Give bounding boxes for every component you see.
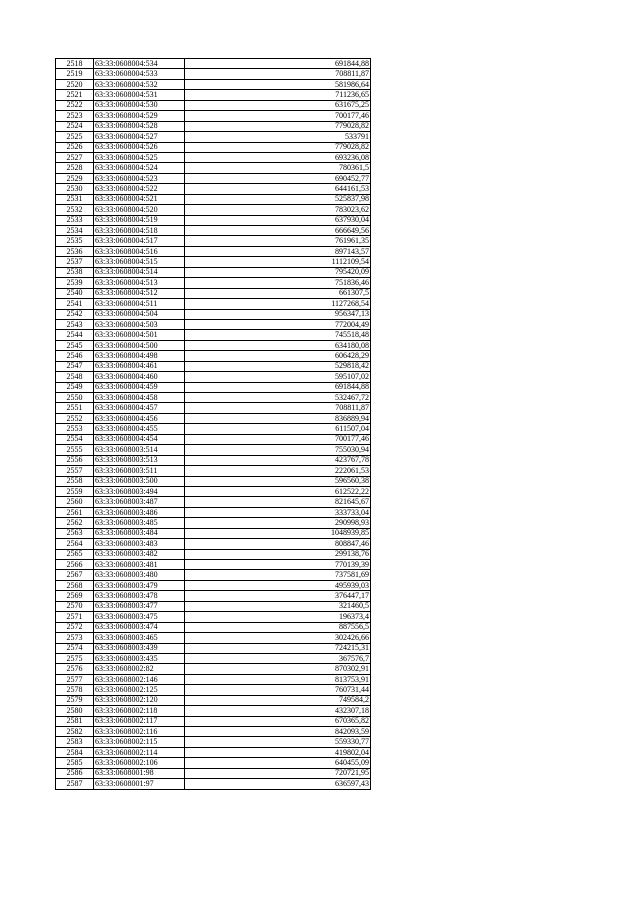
row-number-cell: 2565: [56, 549, 94, 559]
cadastral-value-cell: 772004,49: [185, 319, 371, 329]
cadastral-number-cell: 63:33:0608004:500: [94, 340, 185, 350]
cadastral-number-cell: 63:33:0608003:474: [94, 622, 185, 632]
row-number-cell: 2545: [56, 340, 94, 350]
table-row: [56, 152, 371, 162]
cadastral-value-cell: 611507,04: [185, 424, 371, 434]
cadastral-value-cell: 302426,66: [185, 633, 371, 643]
cadastral-number-cell: 63:33:0608004:521: [94, 194, 185, 204]
table-row: [56, 382, 371, 392]
row-number-cell: 2555: [56, 445, 94, 455]
cadastral-value-cell: 376447,17: [185, 591, 371, 601]
row-number-cell: 2534: [56, 226, 94, 236]
cadastral-number-cell: 63:33:0608002:116: [94, 727, 185, 737]
cadastral-number-cell: 63:33:0608004:533: [94, 69, 185, 79]
cadastral-value-cell: 670365,82: [185, 716, 371, 726]
cadastral-number-cell: 63:33:0608004:526: [94, 142, 185, 152]
cadastral-number-cell: 63:33:0608004:520: [94, 205, 185, 215]
row-number-cell: 2581: [56, 716, 94, 726]
table-row: [56, 716, 371, 726]
table-row: [56, 403, 371, 413]
cadastral-value-cell: 640455,09: [185, 758, 371, 768]
cadastral-value-cell: 770139,39: [185, 560, 371, 570]
cadastral-value-cell: 761961,35: [185, 236, 371, 246]
table-row: [56, 528, 371, 538]
row-number-cell: 2526: [56, 142, 94, 152]
cadastral-value-cell: 432307,18: [185, 706, 371, 716]
table-row: [56, 288, 371, 298]
cadastral-number-cell: 63:33:0608004:458: [94, 393, 185, 403]
table-row: [56, 163, 371, 173]
cadastral-value-cell: 495939,03: [185, 580, 371, 590]
cadastral-value-cell: 596560,38: [185, 476, 371, 486]
cadastral-number-cell: 63:33:0608003:484: [94, 528, 185, 538]
table-row: [56, 539, 371, 549]
cadastral-number-cell: 63:33:0608004:534: [94, 59, 185, 69]
cadastral-value-cell: 661307,5: [185, 288, 371, 298]
cadastral-number-cell: 63:33:0608004:514: [94, 267, 185, 277]
cadastral-value-cell: 956347,13: [185, 309, 371, 319]
row-number-cell: 2567: [56, 570, 94, 580]
table-row: [56, 653, 371, 663]
row-number-cell: 2562: [56, 518, 94, 528]
row-number-cell: 2520: [56, 79, 94, 89]
table-row: [56, 466, 371, 476]
cadastral-number-cell: 63:33:0608004:504: [94, 309, 185, 319]
row-number-cell: 2540: [56, 288, 94, 298]
cadastral-value-cell: 708811,87: [185, 69, 371, 79]
cadastral-number-cell: 63:33:0608002:106: [94, 758, 185, 768]
table-row: [56, 100, 371, 110]
table-row: [56, 737, 371, 747]
cadastral-value-cell: 581986,64: [185, 79, 371, 89]
cadastral-number-cell: 63:33:0608004:524: [94, 163, 185, 173]
row-number-cell: 2538: [56, 267, 94, 277]
table-row: [56, 413, 371, 423]
row-number-cell: 2537: [56, 257, 94, 267]
table-row: [56, 330, 371, 340]
row-number-cell: 2528: [56, 163, 94, 173]
table-row: [56, 299, 371, 309]
table-row: [56, 758, 371, 768]
cadastral-number-cell: 63:33:0608004:517: [94, 236, 185, 246]
row-number-cell: 2566: [56, 560, 94, 570]
cadastral-number-cell: 63:33:0608003:500: [94, 476, 185, 486]
cadastral-value-cell: 693236,08: [185, 152, 371, 162]
row-number-cell: 2583: [56, 737, 94, 747]
cadastral-number-cell: 63:33:0608002:114: [94, 747, 185, 757]
row-number-cell: 2521: [56, 90, 94, 100]
table-row: [56, 59, 371, 69]
cadastral-number-cell: 63:33:0608002:120: [94, 695, 185, 705]
row-number-cell: 2586: [56, 768, 94, 778]
row-number-cell: 2518: [56, 59, 94, 69]
cadastral-value-cell: 299138,76: [185, 549, 371, 559]
cadastral-value-cell: 559330,77: [185, 737, 371, 747]
cadastral-number-cell: 63:33:0608004:516: [94, 246, 185, 256]
table-row: [56, 372, 371, 382]
row-number-cell: 2556: [56, 455, 94, 465]
row-number-cell: 2547: [56, 361, 94, 371]
cadastral-value-cell: 691844,88: [185, 382, 371, 392]
cadastral-number-cell: 63:33:0608002:117: [94, 716, 185, 726]
table-row: [56, 685, 371, 695]
table-row: [56, 633, 371, 643]
cadastral-number-cell: 63:33:0608002:82: [94, 664, 185, 674]
row-number-cell: 2571: [56, 612, 94, 622]
table-row: [56, 779, 371, 789]
row-number-cell: 2557: [56, 466, 94, 476]
cadastral-value-cell: 808847,46: [185, 539, 371, 549]
cadastral-number-cell: 63:33:0608002:118: [94, 706, 185, 716]
row-number-cell: 2530: [56, 184, 94, 194]
table-row: [56, 309, 371, 319]
table-row: [56, 560, 371, 570]
cadastral-value-cell: 666649,56: [185, 226, 371, 236]
row-number-cell: 2531: [56, 194, 94, 204]
cadastral-number-cell: 63:33:0608003:435: [94, 653, 185, 663]
cadastral-number-cell: 63:33:0608003:486: [94, 507, 185, 517]
cadastral-value-cell: 691844,88: [185, 59, 371, 69]
row-number-cell: 2551: [56, 403, 94, 413]
row-number-cell: 2587: [56, 779, 94, 789]
cadastral-number-cell: 63:33:0608003:513: [94, 455, 185, 465]
cadastral-value-cell: 724215,31: [185, 643, 371, 653]
cadastral-number-cell: 63:33:0608004:461: [94, 361, 185, 371]
row-number-cell: 2532: [56, 205, 94, 215]
cadastral-number-cell: 63:33:0608004:523: [94, 173, 185, 183]
cadastral-value-cell: 887556,5: [185, 622, 371, 632]
table-row: [56, 445, 371, 455]
row-number-cell: 2580: [56, 706, 94, 716]
cadastral-value-cell: 290998,93: [185, 518, 371, 528]
cadastral-value-cell: 813753,91: [185, 674, 371, 684]
cadastral-value-cell: 1112109,54: [185, 257, 371, 267]
cadastral-number-cell: 63:33:0608004:528: [94, 121, 185, 131]
cadastral-value-cell: 897143,57: [185, 246, 371, 256]
cadastral-value-cell: 870302,91: [185, 664, 371, 674]
table-body: [56, 59, 371, 790]
cadastral-value-cell: 423767,78: [185, 455, 371, 465]
row-number-cell: 2569: [56, 591, 94, 601]
cadastral-number-cell: 63:33:0608004:515: [94, 257, 185, 267]
table-row: [56, 601, 371, 611]
table-row: [56, 319, 371, 329]
row-number-cell: 2525: [56, 132, 94, 142]
table-row: [56, 518, 371, 528]
row-number-cell: 2543: [56, 319, 94, 329]
table-row: [56, 236, 371, 246]
row-number-cell: 2577: [56, 674, 94, 684]
row-number-cell: 2529: [56, 173, 94, 183]
cadastral-number-cell: 63:33:0608004:522: [94, 184, 185, 194]
table-row: [56, 507, 371, 517]
cadastral-value-cell: 779028,82: [185, 121, 371, 131]
cadastral-number-cell: 63:33:0608004:503: [94, 319, 185, 329]
cadastral-value-cell: 780361,5: [185, 163, 371, 173]
row-number-cell: 2524: [56, 121, 94, 131]
cadastral-value-cell: 631675,25: [185, 100, 371, 110]
cadastral-value-cell: 745518,48: [185, 330, 371, 340]
cadastral-number-cell: 63:33:0608004:532: [94, 79, 185, 89]
cadastral-value-cell: 783023,62: [185, 205, 371, 215]
table-row: [56, 69, 371, 79]
row-number-cell: 2527: [56, 152, 94, 162]
cadastral-value-cell: 700177,46: [185, 434, 371, 444]
row-number-cell: 2563: [56, 528, 94, 538]
cadastral-value-cell: 612522,22: [185, 486, 371, 496]
cadastral-number-cell: 63:33:0608003:494: [94, 486, 185, 496]
cadastral-value-cell: 321460,5: [185, 601, 371, 611]
table-row: [56, 674, 371, 684]
row-number-cell: 2575: [56, 653, 94, 663]
cadastral-value-cell: 333733,04: [185, 507, 371, 517]
row-number-cell: 2584: [56, 747, 94, 757]
cadastral-number-cell: 63:33:0608004:525: [94, 152, 185, 162]
table-row: [56, 215, 371, 225]
row-number-cell: 2539: [56, 278, 94, 288]
cadastral-number-cell: 63:33:0608002:115: [94, 737, 185, 747]
cadastral-number-cell: 63:33:0608003:477: [94, 601, 185, 611]
cadastral-number-cell: 63:33:0608003:485: [94, 518, 185, 528]
cadastral-number-cell: 63:33:0608003:479: [94, 580, 185, 590]
cadastral-number-cell: 63:33:0608001:97: [94, 779, 185, 789]
cadastral-value-cell: 196373,4: [185, 612, 371, 622]
row-number-cell: 2558: [56, 476, 94, 486]
row-number-cell: 2552: [56, 413, 94, 423]
row-number-cell: 2559: [56, 486, 94, 496]
table-row: [56, 486, 371, 496]
row-number-cell: 2576: [56, 664, 94, 674]
cadastral-number-cell: 63:33:0608003:465: [94, 633, 185, 643]
cadastral-value-cell: 419802,04: [185, 747, 371, 757]
table-row: [56, 497, 371, 507]
table-row: [56, 434, 371, 444]
table-row: [56, 622, 371, 632]
cadastral-value-cell: 533791: [185, 132, 371, 142]
table-row: [56, 90, 371, 100]
table-row: [56, 226, 371, 236]
row-number-cell: 2585: [56, 758, 94, 768]
cadastral-value-cell: 525837,98: [185, 194, 371, 204]
cadastral-value-cell: 760731,44: [185, 685, 371, 695]
row-number-cell: 2542: [56, 309, 94, 319]
table-row: [56, 111, 371, 121]
cadastral-value-cell: 842093,59: [185, 727, 371, 737]
row-number-cell: 2582: [56, 727, 94, 737]
cadastral-number-cell: 63:33:0608001:98: [94, 768, 185, 778]
cadastral-value-cell: 637930,04: [185, 215, 371, 225]
cadastral-value-cell: 836889,94: [185, 413, 371, 423]
table-row: [56, 184, 371, 194]
row-number-cell: 2535: [56, 236, 94, 246]
cadastral-value-cell: 1127268,54: [185, 299, 371, 309]
cadastral-value-cell: 711236,65: [185, 90, 371, 100]
row-number-cell: 2519: [56, 69, 94, 79]
table-row: [56, 393, 371, 403]
cadastral-number-cell: 63:33:0608004:529: [94, 111, 185, 121]
row-number-cell: 2578: [56, 685, 94, 695]
cadastral-number-cell: 63:33:0608004:519: [94, 215, 185, 225]
cadastral-number-cell: 63:33:0608004:518: [94, 226, 185, 236]
cadastral-number-cell: 63:33:0608003:487: [94, 497, 185, 507]
cadastral-number-cell: 63:33:0608003:481: [94, 560, 185, 570]
cadastral-value-cell: 1048939,85: [185, 528, 371, 538]
cadastral-number-cell: 63:33:0608004:460: [94, 372, 185, 382]
cadastral-number-cell: 63:33:0608002:125: [94, 685, 185, 695]
row-number-cell: 2548: [56, 372, 94, 382]
cadastral-number-cell: 63:33:0608004:459: [94, 382, 185, 392]
cadastral-value-cell: 529818,42: [185, 361, 371, 371]
cadastral-number-cell: 63:33:0608004:454: [94, 434, 185, 444]
cadastral-value-cell: 737581,69: [185, 570, 371, 580]
cadastral-value-cell: 690452,77: [185, 173, 371, 183]
row-number-cell: 2550: [56, 393, 94, 403]
table-row: [56, 706, 371, 716]
cadastral-value-table: [55, 58, 371, 790]
cadastral-number-cell: 63:33:0608003:480: [94, 570, 185, 580]
row-number-cell: 2573: [56, 633, 94, 643]
cadastral-number-cell: 63:33:0608003:439: [94, 643, 185, 653]
cadastral-number-cell: 63:33:0608003:514: [94, 445, 185, 455]
row-number-cell: 2546: [56, 351, 94, 361]
cadastral-number-cell: 63:33:0608004:513: [94, 278, 185, 288]
cadastral-value-cell: 821645,67: [185, 497, 371, 507]
row-number-cell: 2579: [56, 695, 94, 705]
table-row: [56, 132, 371, 142]
table-row: [56, 424, 371, 434]
cadastral-number-cell: 63:33:0608002:146: [94, 674, 185, 684]
cadastral-value-cell: 606428,29: [185, 351, 371, 361]
table-row: [56, 246, 371, 256]
row-number-cell: 2533: [56, 215, 94, 225]
row-number-cell: 2561: [56, 507, 94, 517]
table-row: [56, 278, 371, 288]
cadastral-value-cell: 751836,46: [185, 278, 371, 288]
row-number-cell: 2523: [56, 111, 94, 121]
table-row: [56, 455, 371, 465]
table-row: [56, 695, 371, 705]
cadastral-number-cell: 63:33:0608004:511: [94, 299, 185, 309]
row-number-cell: 2553: [56, 424, 94, 434]
cadastral-value-cell: 595107,02: [185, 372, 371, 382]
cadastral-value-cell: 644161,53: [185, 184, 371, 194]
cadastral-value-cell: 532467,72: [185, 393, 371, 403]
table-row: [56, 361, 371, 371]
table-row: [56, 768, 371, 778]
row-number-cell: 2541: [56, 299, 94, 309]
cadastral-number-cell: 63:33:0608003:483: [94, 539, 185, 549]
row-number-cell: 2554: [56, 434, 94, 444]
cadastral-value-cell: 755030,94: [185, 445, 371, 455]
row-number-cell: 2570: [56, 601, 94, 611]
table-row: [56, 205, 371, 215]
table-row: [56, 612, 371, 622]
cadastral-value-cell: 636597,43: [185, 779, 371, 789]
table-row: [56, 257, 371, 267]
cadastral-number-cell: 63:33:0608004:498: [94, 351, 185, 361]
table-row: [56, 570, 371, 580]
table-row: [56, 549, 371, 559]
cadastral-number-cell: 63:33:0608003:511: [94, 466, 185, 476]
table-row: [56, 727, 371, 737]
cadastral-value-cell: 700177,46: [185, 111, 371, 121]
table-row: [56, 194, 371, 204]
cadastral-value-cell: 779028,82: [185, 142, 371, 152]
cadastral-number-cell: 63:33:0608004:527: [94, 132, 185, 142]
row-number-cell: 2536: [56, 246, 94, 256]
table-row: [56, 643, 371, 653]
table-row: [56, 476, 371, 486]
cadastral-value-cell: 749584,2: [185, 695, 371, 705]
table-row: [56, 79, 371, 89]
table-row: [56, 267, 371, 277]
cadastral-number-cell: 63:33:0608004:512: [94, 288, 185, 298]
table-row: [56, 340, 371, 350]
table-row: [56, 121, 371, 131]
cadastral-value-cell: 720721,95: [185, 768, 371, 778]
table-row: [56, 142, 371, 152]
row-number-cell: 2564: [56, 539, 94, 549]
row-number-cell: 2572: [56, 622, 94, 632]
cadastral-value-cell: 634180,08: [185, 340, 371, 350]
cadastral-number-cell: 63:33:0608004:456: [94, 413, 185, 423]
cadastral-number-cell: 63:33:0608004:457: [94, 403, 185, 413]
cadastral-number-cell: 63:33:0608003:478: [94, 591, 185, 601]
cadastral-number-cell: 63:33:0608003:475: [94, 612, 185, 622]
cadastral-number-cell: 63:33:0608004:530: [94, 100, 185, 110]
row-number-cell: 2560: [56, 497, 94, 507]
cadastral-number-cell: 63:33:0608003:482: [94, 549, 185, 559]
row-number-cell: 2574: [56, 643, 94, 653]
cadastral-value-cell: 367576,7: [185, 653, 371, 663]
cadastral-number-cell: 63:33:0608004:531: [94, 90, 185, 100]
row-number-cell: 2522: [56, 100, 94, 110]
table-row: [56, 351, 371, 361]
cadastral-number-cell: 63:33:0608004:455: [94, 424, 185, 434]
table-row: [56, 747, 371, 757]
table-row: [56, 591, 371, 601]
cadastral-value-cell: 708811,87: [185, 403, 371, 413]
cadastral-value-cell: 222061,53: [185, 466, 371, 476]
row-number-cell: 2568: [56, 580, 94, 590]
table-row: [56, 580, 371, 590]
table-row: [56, 173, 371, 183]
cadastral-value-cell: 795420,09: [185, 267, 371, 277]
table-row: [56, 664, 371, 674]
cadastral-number-cell: 63:33:0608004:501: [94, 330, 185, 340]
row-number-cell: 2544: [56, 330, 94, 340]
row-number-cell: 2549: [56, 382, 94, 392]
